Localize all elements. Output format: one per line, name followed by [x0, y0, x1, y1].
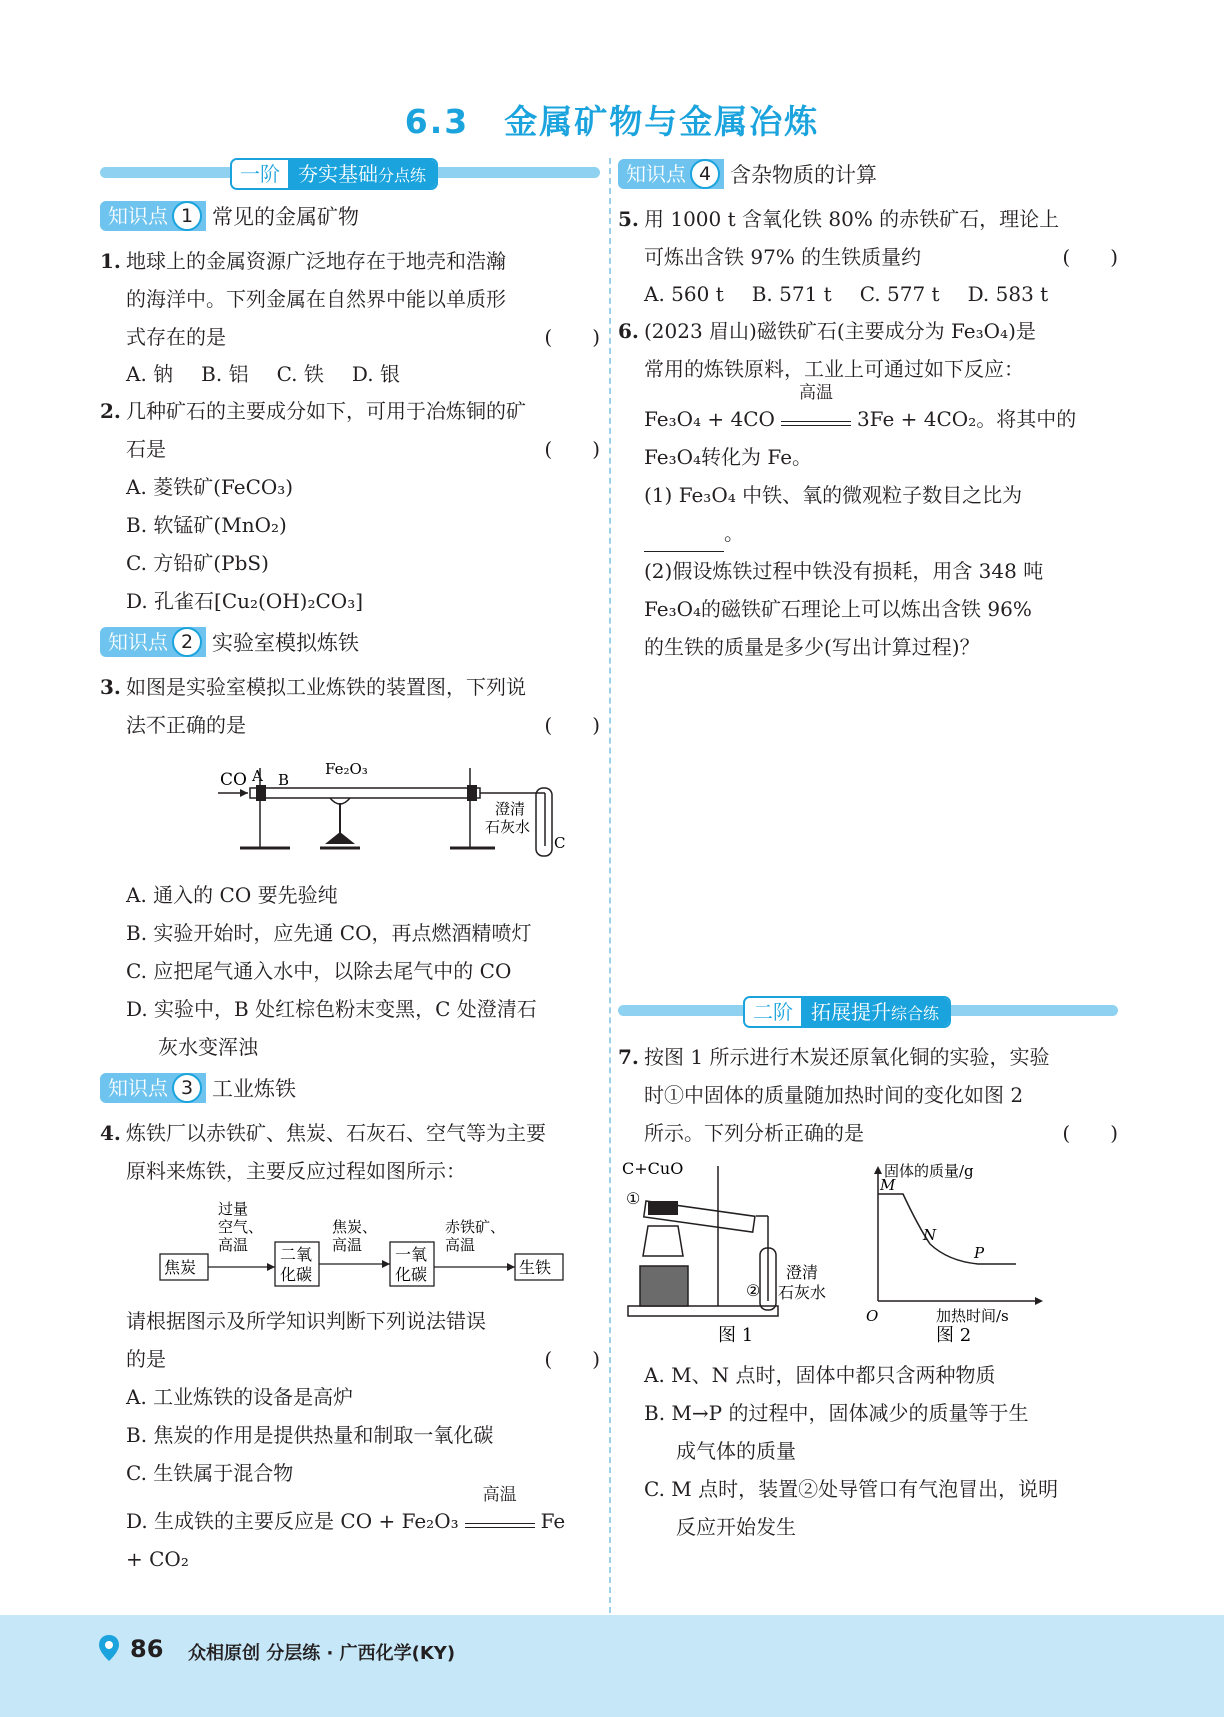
- figure-1-caption: 图 1: [718, 1325, 754, 1346]
- svg-text:焦炭、: 焦炭、: [332, 1218, 378, 1236]
- question-1: 1. 地球上的金属资源广泛地存在于地壳和浩瀚 的海洋中。下列金属在自然界中能以单质形 式存在的是 ( ): [100, 242, 600, 356]
- option-b[interactable]: B. 焦炭的作用是提供热量和制取一氧化碳: [126, 1423, 494, 1447]
- figure-2-mass-time-chart: [866, 1162, 1043, 1346]
- label-limewater-1: 澄清: [495, 800, 526, 818]
- label-c: C: [554, 834, 566, 852]
- label-limewater-2: 石灰水: [485, 818, 531, 836]
- svg-text:加热时间/s: 加热时间/s: [936, 1307, 1009, 1325]
- iron-smelting-apparatus-figure: [100, 748, 600, 870]
- svg-text:空气、: 空气、: [218, 1218, 264, 1236]
- option-d[interactable]: D. 实验中，B 处红棕色粉末变黑，C 处澄清石: [126, 997, 537, 1021]
- answer-bracket[interactable]: ( ): [544, 1347, 600, 1371]
- option-a[interactable]: A. 通入的 CO 要先验纯: [126, 883, 338, 907]
- right-column: [618, 158, 1118, 1546]
- stage-label: 二阶: [745, 998, 801, 1026]
- option-a[interactable]: A. 560 t: [644, 282, 724, 306]
- svg-text:高温: 高温: [445, 1236, 476, 1254]
- option-b[interactable]: B. 实验开始时，应先通 CO，再点燃酒精喷灯: [126, 921, 532, 945]
- knowledge-point-3: 知识点 3 工业炼铁: [100, 1072, 600, 1104]
- figure-2-caption: 图 2: [936, 1325, 972, 1346]
- stage-sub: 分点练: [378, 166, 427, 185]
- question-5-options: [618, 276, 1118, 312]
- option-c[interactable]: C. 应把尾气通入水中，以除去尾气中的 CO: [126, 959, 512, 983]
- svg-text:赤铁矿、: 赤铁矿、: [445, 1218, 506, 1236]
- flow-pig-iron: 生铁: [519, 1258, 552, 1277]
- knowledge-point-2: 知识点 2 实验室模拟炼铁: [100, 626, 600, 658]
- svg-text:石灰水: 石灰水: [778, 1283, 827, 1302]
- svg-text:高温: 高温: [332, 1236, 363, 1254]
- option-b[interactable]: B. 铝: [201, 362, 249, 386]
- svg-text:固体的质量/g: 固体的质量/g: [884, 1162, 974, 1180]
- option-c[interactable]: C. 生铁属于混合物: [126, 1461, 294, 1485]
- page-number: 86: [130, 1635, 164, 1663]
- option-b[interactable]: B. M→P 的过程中，固体减少的质量等于生: [644, 1401, 1029, 1425]
- option-b[interactable]: B. 571 t: [751, 282, 832, 306]
- knowledge-point-1: 知识点 1 常见的金属矿物: [100, 200, 600, 232]
- stage-label: 一阶: [232, 160, 288, 188]
- answer-bracket[interactable]: ( ): [544, 713, 600, 737]
- question-4: 4. 炼铁厂以赤铁矿、焦炭、石灰石、空气等为主要 原料来炼铁，主要反应过程如图所示：: [100, 1121, 546, 1183]
- svg-text:O: O: [866, 1307, 879, 1325]
- option-a[interactable]: A. M、N 点时，固体中都只含两种物质: [644, 1363, 996, 1387]
- option-c[interactable]: C. 铁: [276, 362, 324, 386]
- question-3: 3. 如图是实验室模拟工业炼铁的装置图，下列说 法不正确的是 ( ): [100, 668, 600, 744]
- option-d[interactable]: D. 银: [351, 362, 400, 386]
- left-column: [100, 158, 600, 1578]
- svg-text:化碳: 化碳: [395, 1265, 428, 1284]
- label-a: A: [252, 767, 263, 785]
- option-d[interactable]: D. 583 t: [967, 282, 1049, 306]
- answer-bracket[interactable]: ( ): [1062, 245, 1118, 269]
- option-c-cont: 反应开始发生: [676, 1515, 796, 1539]
- label-co: CO: [220, 770, 247, 790]
- question-4-stem: 请根据图示及所学知识判断下列说法错误 的是 ( ): [100, 1302, 600, 1378]
- question-5: 5. 用 1000 t 含氧化铁 80% 的赤铁矿石，理论上 可炼出含铁 97% 的生铁质量约 ( ): [618, 200, 1118, 276]
- label-fe2o3: Fe₂O₃: [325, 760, 368, 778]
- question-6: 6. (2023 眉山)磁铁矿石(主要成分为 Fe₃O₄)是 常用的炼铁原料，工业上可通过如下反应： Fe₃O₄ + 4CO 高温 3Fe + 4CO₂。将其中的 Fe₃O₄转化为 Fe。 (1) Fe₃O₄ 中铁、氧的微观粒子数目之比为 。 (2)假设炼铁过程中铁没有损耗，用含 348 吨 Fe₃O₄的磁铁矿石理论上可以炼出含铁 96% 的生铁的质量是多少(写出计算过程)？: [618, 319, 1077, 659]
- label-b: B: [278, 771, 290, 789]
- svg-text:化碳: 化碳: [280, 1265, 313, 1284]
- option-a[interactable]: A. 菱铁矿(FeCO₃): [126, 475, 294, 499]
- option-c[interactable]: C. M 点时，装置②处导管口有气泡冒出，说明: [644, 1477, 1059, 1501]
- svg-text:澄清: 澄清: [786, 1263, 819, 1282]
- stage-sub: 综合练: [891, 1004, 940, 1023]
- page-title: 6.3 金属矿物与金属冶炼: [404, 102, 820, 141]
- question-7: 7. 按图 1 所示进行木炭还原氧化铜的实验，实验 时①中固体的质量随加热时间的变化如图 2 所示。下列分析正确的是 ( ): [618, 1038, 1118, 1152]
- iron-making-flow-diagram: [100, 1194, 600, 1296]
- stage-banner-1: [100, 158, 600, 188]
- option-b-cont: 成气体的质量: [676, 1439, 796, 1463]
- option-a[interactable]: A. 工业炼铁的设备是高炉: [126, 1385, 354, 1409]
- answer-workspace[interactable]: [618, 666, 1118, 996]
- option-d-cont: + CO₂: [126, 1547, 189, 1571]
- svg-text:②: ②: [746, 1281, 761, 1300]
- stage-banner-2: [618, 996, 1118, 1026]
- question-2: 2. 几种矿石的主要成分如下，可用于冶炼铜的矿 石是 ( ): [100, 392, 600, 468]
- page-footer: [0, 1615, 1224, 1717]
- svg-text:高温: 高温: [218, 1236, 249, 1254]
- column-divider: [609, 158, 611, 1613]
- option-d[interactable]: D. 生成铁的主要反应是 CO + Fe₂O₃ 高温 Fe: [126, 1485, 566, 1533]
- book-title: 众相原创 分层练 · 广西化学(KY): [188, 1643, 456, 1664]
- svg-text:二氧: 二氧: [280, 1245, 313, 1264]
- carbon-reduction-figures: [618, 1156, 1118, 1350]
- answer-bracket[interactable]: ( ): [544, 325, 600, 349]
- knowledge-point-4: 知识点 4 含杂物质的计算: [618, 158, 1118, 190]
- location-pin-icon: [95, 1633, 123, 1663]
- stage-name: 拓展提升: [811, 1000, 891, 1024]
- option-d[interactable]: D. 孔雀石[Cu₂(OH)₂CO₃]: [126, 589, 364, 613]
- svg-text:①: ①: [626, 1189, 641, 1208]
- stage-name: 夯实基础: [298, 162, 378, 186]
- question-1-options: [100, 356, 600, 392]
- answer-bracket[interactable]: ( ): [544, 437, 600, 461]
- option-c[interactable]: C. 方铅矿(PbS): [126, 551, 269, 575]
- svg-text:C+CuO: C+CuO: [622, 1159, 684, 1178]
- option-c[interactable]: C. 577 t: [859, 282, 940, 306]
- svg-text:N: N: [923, 1226, 937, 1244]
- answer-bracket[interactable]: ( ): [1062, 1121, 1118, 1145]
- svg-text:过量: 过量: [218, 1200, 249, 1218]
- flow-coke: 焦炭: [164, 1258, 197, 1277]
- svg-text:一氧: 一氧: [395, 1245, 428, 1264]
- answer-blank[interactable]: [644, 529, 724, 552]
- svg-text:P: P: [974, 1244, 985, 1262]
- svg-text:M: M: [880, 1176, 896, 1194]
- option-b[interactable]: B. 软锰矿(MnO₂): [126, 513, 287, 537]
- option-d-cont: 灰水变浑浊: [158, 1035, 258, 1059]
- option-a[interactable]: A. 钠: [126, 362, 174, 386]
- figure-1-apparatus: [622, 1159, 826, 1346]
